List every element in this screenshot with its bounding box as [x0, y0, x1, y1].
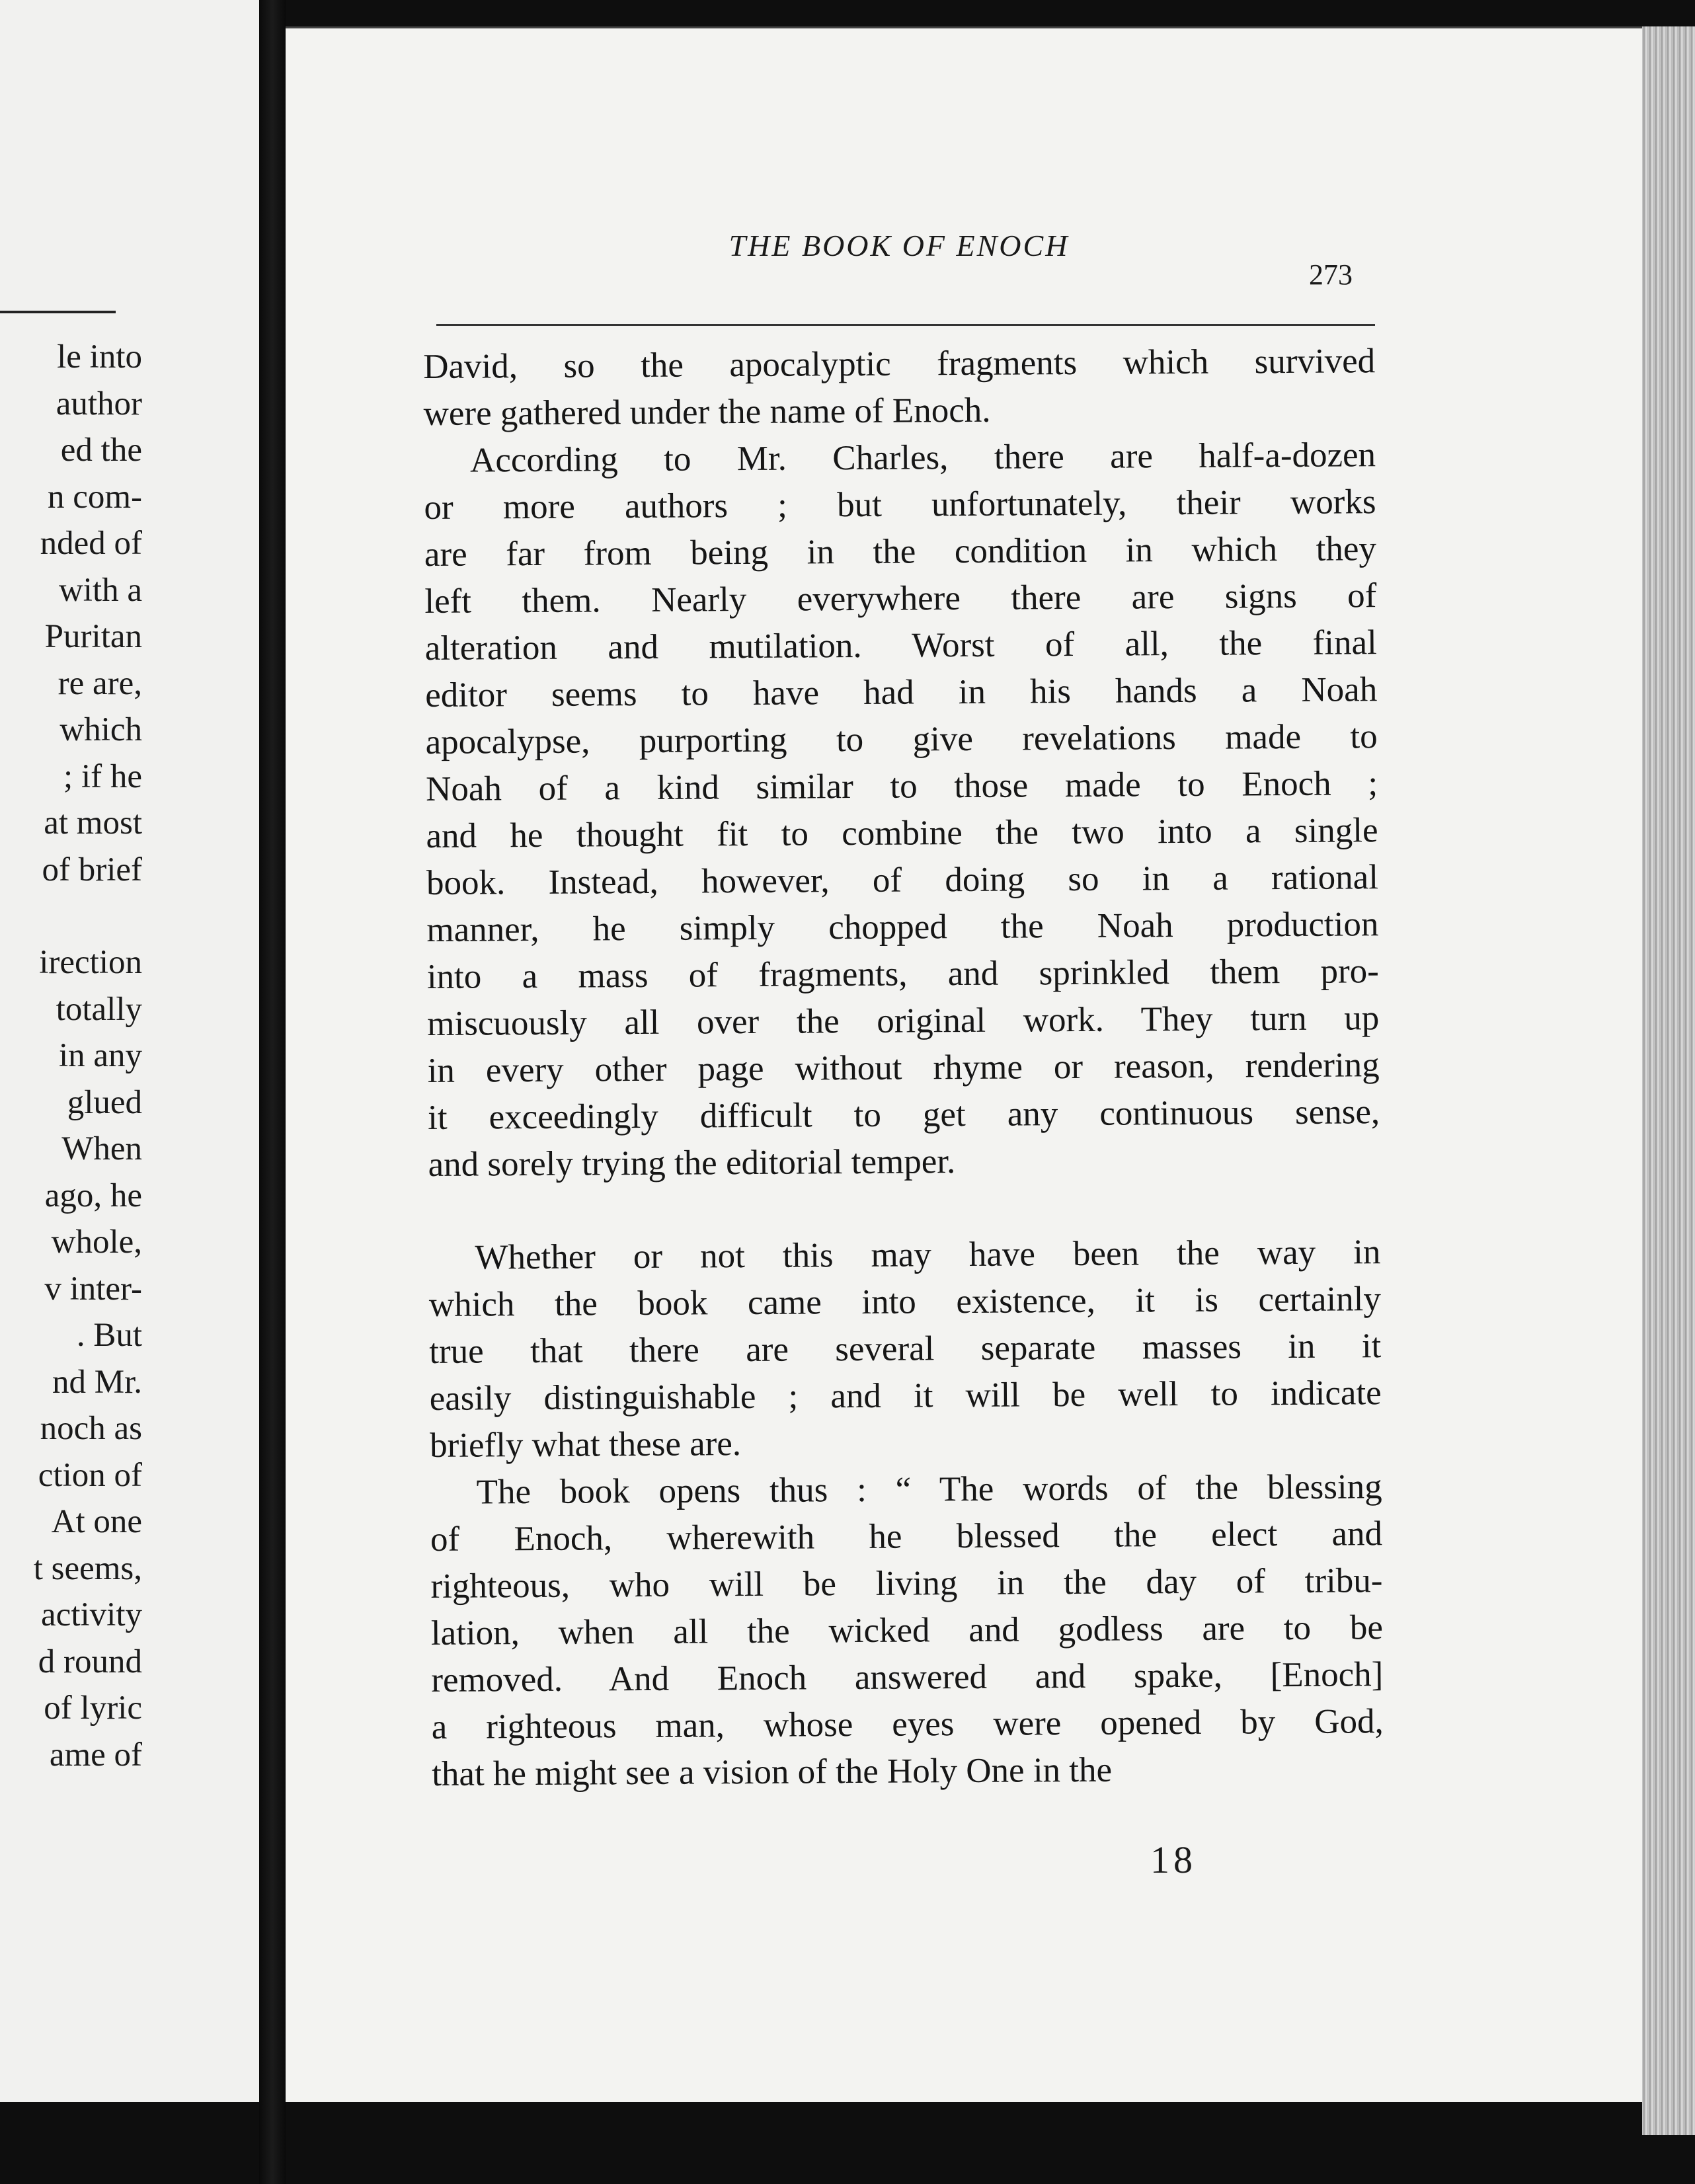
text-line: miscuously all over the original work. They turn up	[427, 999, 1380, 1043]
text-line: left them. Nearly everywhere there are signs of	[424, 576, 1377, 621]
left-page-line: d round	[38, 1643, 142, 1680]
left-page-line: at most	[44, 804, 142, 841]
text-line: true that there are several separate masses in it	[429, 1327, 1382, 1371]
text-line: and he thought fit to combine the two into a single	[426, 811, 1378, 855]
left-page-line: which	[59, 711, 142, 748]
text-line: manner, he simply chopped the Noah production	[426, 905, 1379, 949]
body-text	[423, 338, 1384, 1798]
left-page-line: nded of	[40, 525, 142, 562]
text-line: which the book came into existence, it is certainly	[428, 1280, 1382, 1324]
left-page-line: activity	[41, 1596, 142, 1633]
text-line: editor seems to have had in his hands a Noah	[425, 670, 1378, 715]
left-page-line: nd Mr.	[52, 1363, 142, 1401]
left-page-fragment	[0, 0, 259, 2102]
text-line: The book opens thus : “ The words of the blessing	[476, 1467, 1382, 1512]
text-line: or more authors ; but unfortunately, their works	[424, 483, 1376, 527]
running-head: THE BOOK OF ENOCH	[729, 229, 1070, 262]
left-page-line: ed the	[60, 432, 142, 469]
text-line: Noah of a kind similar to those made to Enoch ;	[425, 764, 1378, 808]
left-page-line: noch as	[40, 1410, 142, 1447]
text-line: alteration and mutilation. Worst of all, the final	[424, 623, 1377, 668]
text-line: briefly what these are.	[430, 1424, 742, 1465]
paragraph	[424, 432, 1380, 1189]
left-page-line: re are,	[58, 664, 142, 702]
left-page-line: whole,	[51, 1224, 142, 1261]
left-page-line: At one	[51, 1503, 142, 1540]
left-page-line: with a	[58, 571, 142, 609]
text-line: a righteous man, whose eyes were opened by God,	[431, 1702, 1384, 1746]
left-page-line: of brief	[42, 851, 142, 888]
left-page-line: ago, he	[44, 1177, 142, 1214]
text-line: it exceedingly difficult to get any continuous sense,	[427, 1093, 1380, 1137]
text-line: of Enoch, wherewith he blessed the elect and	[430, 1514, 1383, 1559]
header-rule	[436, 324, 1375, 326]
left-page-line: le into	[57, 338, 142, 375]
text-line: and sorely trying the editorial temper.	[428, 1142, 956, 1184]
left-page-line: totally	[56, 990, 142, 1028]
text-line: into a mass of fragments, and sprinkled them pro-	[426, 952, 1380, 996]
left-page-line: glued	[67, 1083, 142, 1121]
left-page-text	[0, 334, 142, 1778]
text-line: apocalypse, purporting to give revelations made to	[425, 717, 1378, 761]
left-page-line: of lyric	[44, 1690, 142, 1727]
text-line: removed. And Enoch answered and spake, [Enoch]	[431, 1655, 1384, 1699]
text-line: that he might see a vision of the Holy One in the	[432, 1750, 1113, 1793]
left-page-line: author	[56, 385, 142, 422]
left-page-line: When	[61, 1130, 142, 1167]
section-break	[428, 1183, 1380, 1235]
book-gutter	[259, 0, 286, 2184]
paragraph	[428, 1229, 1382, 1469]
signature-mark: 18	[1150, 1838, 1197, 1881]
left-page-line: in any	[58, 1037, 142, 1074]
left-page-line: irection	[39, 944, 142, 981]
left-page-line: Puritan	[44, 618, 142, 655]
left-page-line: ; if he	[63, 758, 142, 795]
page-edges	[1642, 26, 1695, 2135]
paragraph	[430, 1463, 1384, 1798]
text-line: Whether or not this may have been the way in	[475, 1233, 1381, 1277]
left-page-line: v inter-	[44, 1270, 142, 1307]
text-line: book. Instead, however, of doing so in a rational	[426, 858, 1379, 902]
left-page-line	[0, 893, 142, 939]
text-line: lation, when all the wicked and godless are to be	[430, 1608, 1384, 1653]
left-page-line: n com-	[47, 478, 142, 516]
text-line: easily distinguishable ; and it will be well to indicate	[429, 1374, 1382, 1418]
left-page-line: t seems,	[33, 1549, 142, 1587]
left-page-line: . But	[76, 1317, 142, 1354]
paragraph	[423, 338, 1376, 438]
left-page-rule	[0, 311, 116, 313]
text-line: David, so the apocalyptic fragments which survived	[423, 342, 1376, 386]
text-line: were gathered under the name of Enoch.	[423, 391, 991, 433]
text-line: According to Mr. Charles, there are half-a-dozen	[469, 436, 1376, 480]
text-line: in every other page without rhyme or reason, rendering	[427, 1046, 1380, 1090]
left-page-line: ame of	[49, 1736, 142, 1774]
text-line: are far from being in the condition in which they	[424, 529, 1377, 574]
text-line: righteous, who will be living in the day of tribu-	[430, 1561, 1383, 1606]
left-page-line: ction of	[38, 1456, 142, 1494]
page-number: 273	[1309, 258, 1353, 291]
